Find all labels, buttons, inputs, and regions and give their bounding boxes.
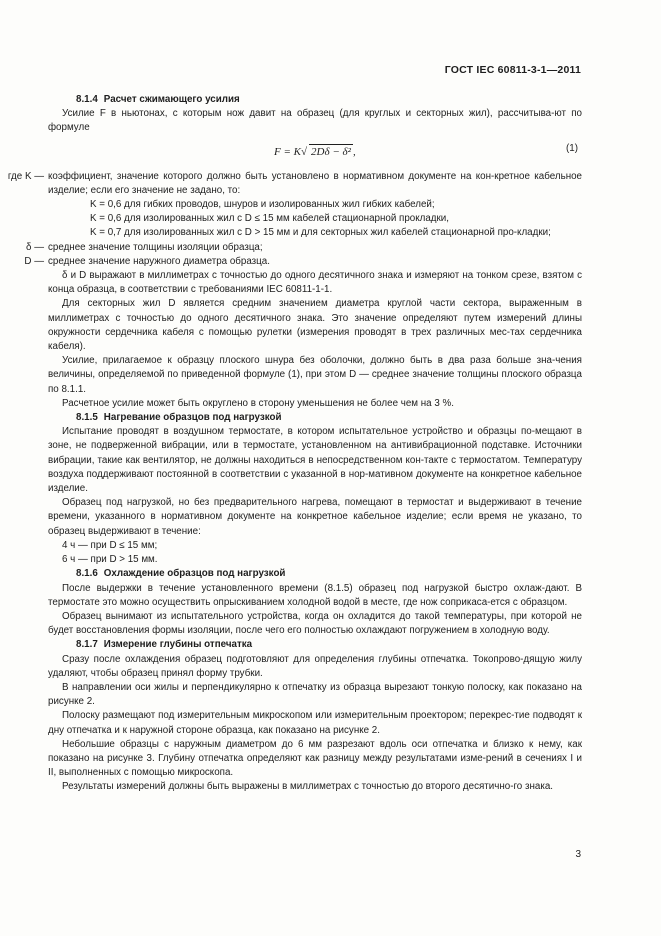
paragraph: Образец под нагрузкой, но без предварительного нагрева, помещают в термостат и выдерживают в течение времени, указанного в нормативном документе на конкретное кабельное изделие; если время не указано, то образец выдерживают в течение: <box>48 497 582 537</box>
paragraph: Полоску размещают под измерительным микроскопом или измерительным проектором; перекрес-тие подводят к дну отпечатка и к наружной стороне образца, как показано на рисунке 2. <box>48 710 582 736</box>
paragraph: Сразу после охлаждения образец подготовляют для определения глубины отпечатка. Токопрово-дящую жилу удаляют, чтобы образец принял форму трубки. <box>48 653 582 679</box>
definition-k: где K — коэффициент, значение которого должно быть установлено в нормативном документе на кон-кретное кабельное изделие; если его значение не задано, то: <box>7 170 582 196</box>
section-heading-8-1-5: 8.1.5 Нагревание образцов под нагрузкой <box>76 412 282 424</box>
section-heading-8-1-4: 8.1.4 Расчет сжимающего усилия <box>76 94 240 105</box>
formula-radicand: 2Dδ − δ² <box>311 145 351 158</box>
paragraph: Испытание проводят в воздушном термостате, в котором испытательное устройство и образцы по-мещают в зоне, не подверженной вибрации, или в термостате, установленном на антивибрационной подставке. Источники вибрации, такие как вентилятор, не должны находиться в непосредственном кон-такте с термостатом. Температуру воздуха поддерживают постоянной в соответствии с указанной в нор-мативном документе на конкретное кабельное изделие. <box>48 426 582 495</box>
paragraph: Расчетное усилие может быть округлено в сторону уменьшения не более чем на 3 %. <box>62 397 454 409</box>
formula-number: (1) <box>566 142 578 154</box>
page-content <box>7 93 582 795</box>
standard-header: ГОСТ IEC 60811-3-1—2011 <box>444 64 581 76</box>
paragraph: δ и D выражают в миллиметрах с точностью до одного десятичного знака и измеряют на тонком срезе, взятом с конца образца, в соответствии с требованиями IEC 60811-1-1. <box>48 270 582 296</box>
list-item: 6 ч — при D > 15 мм. <box>62 554 158 566</box>
paragraph: Небольшие образцы с наружным диаметром до 6 мм разрезают вдоль оси отпечатка и близко к нему, как показано на рисунке 3. Глубину отпечатка определяют как разницу между результатами изме-рений в сечениях I и II, выполненных с помощью микроскопа. <box>48 738 582 779</box>
paragraph: Результаты измерений должны быть выражены в миллиметрах с точностью до второго десятично-го знака. <box>62 781 554 793</box>
paragraph: В направлении оси жилы и перпендикулярно к отпечатку из образца вырезают тонкую полоску, как показано на рисунке 2. <box>48 681 582 708</box>
list-item: 4 ч — при D ≤ 15 мм; <box>62 539 158 551</box>
k-value-item: K = 0,6 для гибких проводов, шнуров и изолированных жил гибких кабелей; <box>90 199 435 211</box>
paragraph: После выдержки в течение установленного времени (8.1.5) образец под нагрузкой быстро охлаж-дают. В термостате это можно осуществить опрыскиванием холодной водой в месте, где нож соприкаса-ется с образцом. <box>48 582 582 608</box>
paragraph: Усилие F в ньютонах, с которым нож давит на образец (для круглых и секторных жил), рассчитыва-ют по формуле <box>48 108 582 134</box>
k-value-item: K = 0,6 для изолированных жил с D ≤ 15 мм кабелей стационарной прокладки, <box>90 213 450 225</box>
definitions <box>7 170 582 269</box>
paragraph: Для секторных жил D является средним значением диаметра круглой части сектора, выраженным в миллиметрах с точностью до одного десятичного знака. Это значение определяют путем измерений длины окружности сердечника кабеля с помощью рулетки (измерения проводят в трех различных мес-тах сердечника кабеля). <box>48 298 582 353</box>
paragraph: Образец вынимают из испытательного устройства, когда он охладится до такой температуры, при которой не будет восстановления формы изоляции, после чего его полностью охлаждают погружением в холодную воду. <box>48 610 582 637</box>
definition-delta: δ — среднее значение толщины изоляции образца; <box>26 241 263 253</box>
section-heading-8-1-7: 8.1.7 Измерение глубины отпечатка <box>76 639 253 651</box>
paragraph: Усилие, прилагаемое к образцу плоского шнура без оболочки, должно быть в два раза больше зна-чения величины, определяемой по приведенной формуле (1), при этом D — среднее значение толщины плоского образца по 8.1.1. <box>48 355 582 395</box>
section-heading-8-1-6: 8.1.6 Охлаждение образцов под нагрузкой <box>76 568 286 580</box>
formula-expression: F = K√ 2Dδ − δ² , <box>274 145 356 158</box>
definition-d: D — среднее значение наружного диаметра образца. <box>24 255 270 267</box>
radical-sign-icon: √ <box>300 145 308 158</box>
formula-1 <box>48 138 582 168</box>
k-value-item: K = 0,7 для изолированных жил с D > 15 мм и для секторных жил кабелей стационарной про-кладки; <box>90 227 551 239</box>
page-number: 3 <box>575 849 581 860</box>
